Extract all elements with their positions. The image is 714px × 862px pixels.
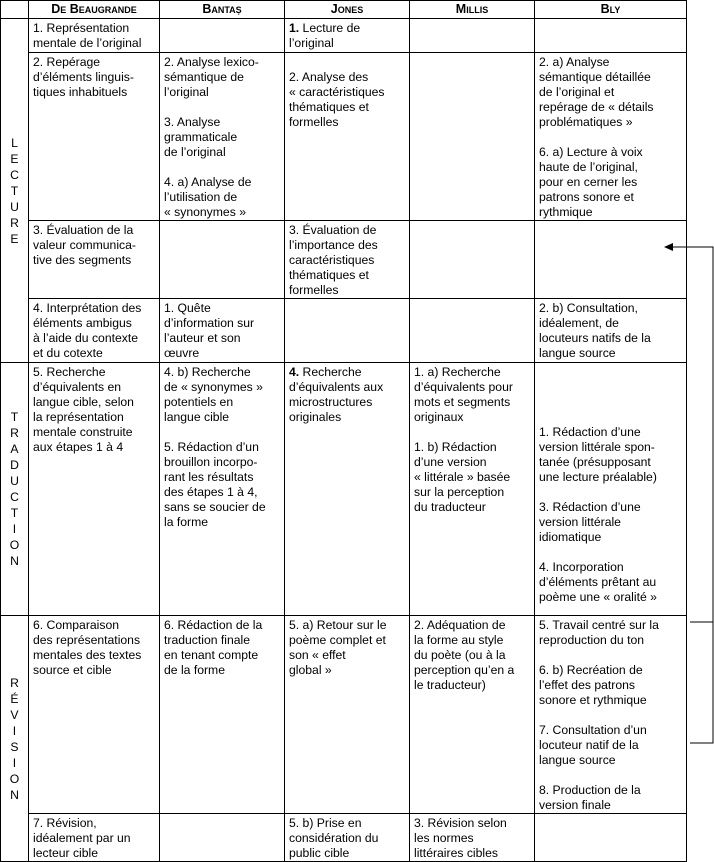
phase-letter: T bbox=[10, 506, 19, 520]
step-text: 3. Évaluation de l’importance des caractéristiques thématiques et formelles bbox=[289, 223, 378, 297]
header-millis: Millis bbox=[410, 1, 535, 19]
phase-letter: C bbox=[10, 167, 19, 182]
phase-letter: V bbox=[10, 707, 19, 722]
step-text: 1. a) Recherche d’équivalents pour mots et segments originaux bbox=[414, 365, 513, 424]
header-bantas: Bantaș bbox=[160, 1, 285, 19]
step-text: 2. Analyse des « caractéristiques thématiques et formelles bbox=[289, 70, 385, 129]
step-number: 4. bbox=[289, 365, 300, 379]
phase-letter: I bbox=[12, 723, 17, 738]
header-jones: Jones bbox=[285, 1, 410, 19]
phase-letter: E bbox=[10, 231, 19, 246]
step-text: 1. b) Rédaction d’une version « littérale » basée sur la perception du traducteur bbox=[414, 440, 511, 514]
arrow-return-line bbox=[672, 247, 713, 622]
step-text: 5. Recherche d’équivalents en langue cible, selon la représentation mentale construite aux étapes 1 à 4 bbox=[33, 365, 134, 454]
step-text: 3. Rédaction d’une version littérale idiomatique bbox=[539, 500, 641, 544]
step-text: 6. b) Recréation de l’effet des patrons sonore et rythmique bbox=[539, 663, 647, 707]
step-text: 1. Représentation mentale de l’original bbox=[33, 21, 142, 50]
phase-letter: R bbox=[10, 675, 19, 690]
step-text: 2. a) Analyse sémantique détaillée de l’original et repérage de « détails problématiques » bbox=[539, 55, 654, 129]
step-text: 5. b) Prise en considération du public cible bbox=[289, 816, 379, 860]
phase-letter: E bbox=[10, 151, 19, 166]
step-text: 5. Rédaction d’un brouillon incorpo- rant les résultats des étapes 1 à 4, sans se soucier de la forme bbox=[164, 440, 266, 529]
step-text: 7. Révision, idéalement par un lecteur cible bbox=[33, 816, 131, 860]
step-text: 1. Lecture de l’original bbox=[289, 21, 361, 50]
phase-letter: D bbox=[10, 458, 19, 472]
step-text: 7. Consultation d’un locuteur natif de la langue source bbox=[539, 723, 647, 767]
step-text: 8. Production de la version finale bbox=[539, 783, 641, 812]
phase-letter: A bbox=[10, 442, 19, 456]
step-text: 2. Analyse lexico- sémantique de l’original bbox=[164, 55, 259, 99]
phase-letter: N bbox=[10, 554, 19, 568]
arrow-bracket-line bbox=[690, 622, 713, 743]
phase-letter: O bbox=[9, 538, 20, 552]
arrowhead-icon bbox=[664, 243, 673, 251]
phase-letter: N bbox=[10, 787, 19, 802]
step-text: 2. Repérage d’éléments linguis- tiques inhabituels bbox=[33, 55, 134, 99]
phase-letter: O bbox=[9, 771, 20, 786]
step-text: 2. b) Consultation, idéalement, de locuteurs natifs de la langue source bbox=[539, 301, 651, 360]
step-text: 3. Évaluation de la valeur communica- tive des segments bbox=[33, 223, 136, 267]
step-text: 5. a) Retour sur le poème complet et son « effet global » bbox=[289, 618, 387, 677]
header-bly: Bly bbox=[535, 1, 687, 19]
phase-letter: C bbox=[10, 490, 19, 504]
phase-letter: I bbox=[12, 522, 17, 536]
step-text: 5. Travail centré sur la reproduction du ton bbox=[539, 618, 659, 647]
step-text: 6. Rédaction de la traduction finale en tenant compte de la forme bbox=[164, 618, 263, 677]
phase-letter: U bbox=[10, 199, 19, 214]
phase-letter: S bbox=[10, 739, 19, 754]
step-text: 1. Rédaction d’une version littérale spon- tanée (présupposant une lecture préalable) bbox=[539, 425, 657, 484]
step-text: 6. a) Lecture à voix haute de l’original, pour en cerner les patrons sonore et rythmique bbox=[539, 145, 643, 219]
step-number: 1. bbox=[289, 21, 300, 35]
step-text: 3. Analyse grammaticale de l’original bbox=[164, 115, 238, 159]
step-text: 4. Recherche d’équivalents aux microstructures originales bbox=[289, 365, 384, 424]
phase-letter: R bbox=[10, 426, 19, 440]
step-text: 4. Interprétation des éléments ambigus à l’aide du contexte et du cotexte bbox=[33, 301, 142, 360]
step-text: 4. a) Analyse de l’utilisation de « synonymes » bbox=[164, 175, 252, 219]
step-text: 6. Comparaison des représentations mentales des textes source et cible bbox=[33, 618, 142, 677]
phase-letter: T bbox=[10, 183, 19, 198]
step-text: 4. b) Recherche de « synonymes » potentiels en langue cible bbox=[164, 365, 263, 424]
step-text: 4. Incorporation d’éléments prêtant au poème une « oralité » bbox=[539, 560, 657, 604]
phase-letter: T bbox=[10, 410, 19, 424]
phase-letter: R bbox=[10, 215, 19, 230]
step-text: 2. Adéquation de la forme au style du poète (ou à la perception qu’en a le traducteur) bbox=[414, 618, 515, 692]
phase-letter: L bbox=[11, 135, 18, 150]
phase-letter: É bbox=[10, 691, 19, 706]
phase-letter: U bbox=[10, 474, 19, 488]
header-de-beaugrande: De Beaugrande bbox=[29, 1, 160, 19]
step-text: 3. Révision selon les normes littéraires cibles bbox=[414, 816, 507, 860]
phase-letter: I bbox=[12, 755, 17, 770]
step-text: 1. Quête d’information sur l’auteur et son œuvre bbox=[164, 301, 255, 360]
